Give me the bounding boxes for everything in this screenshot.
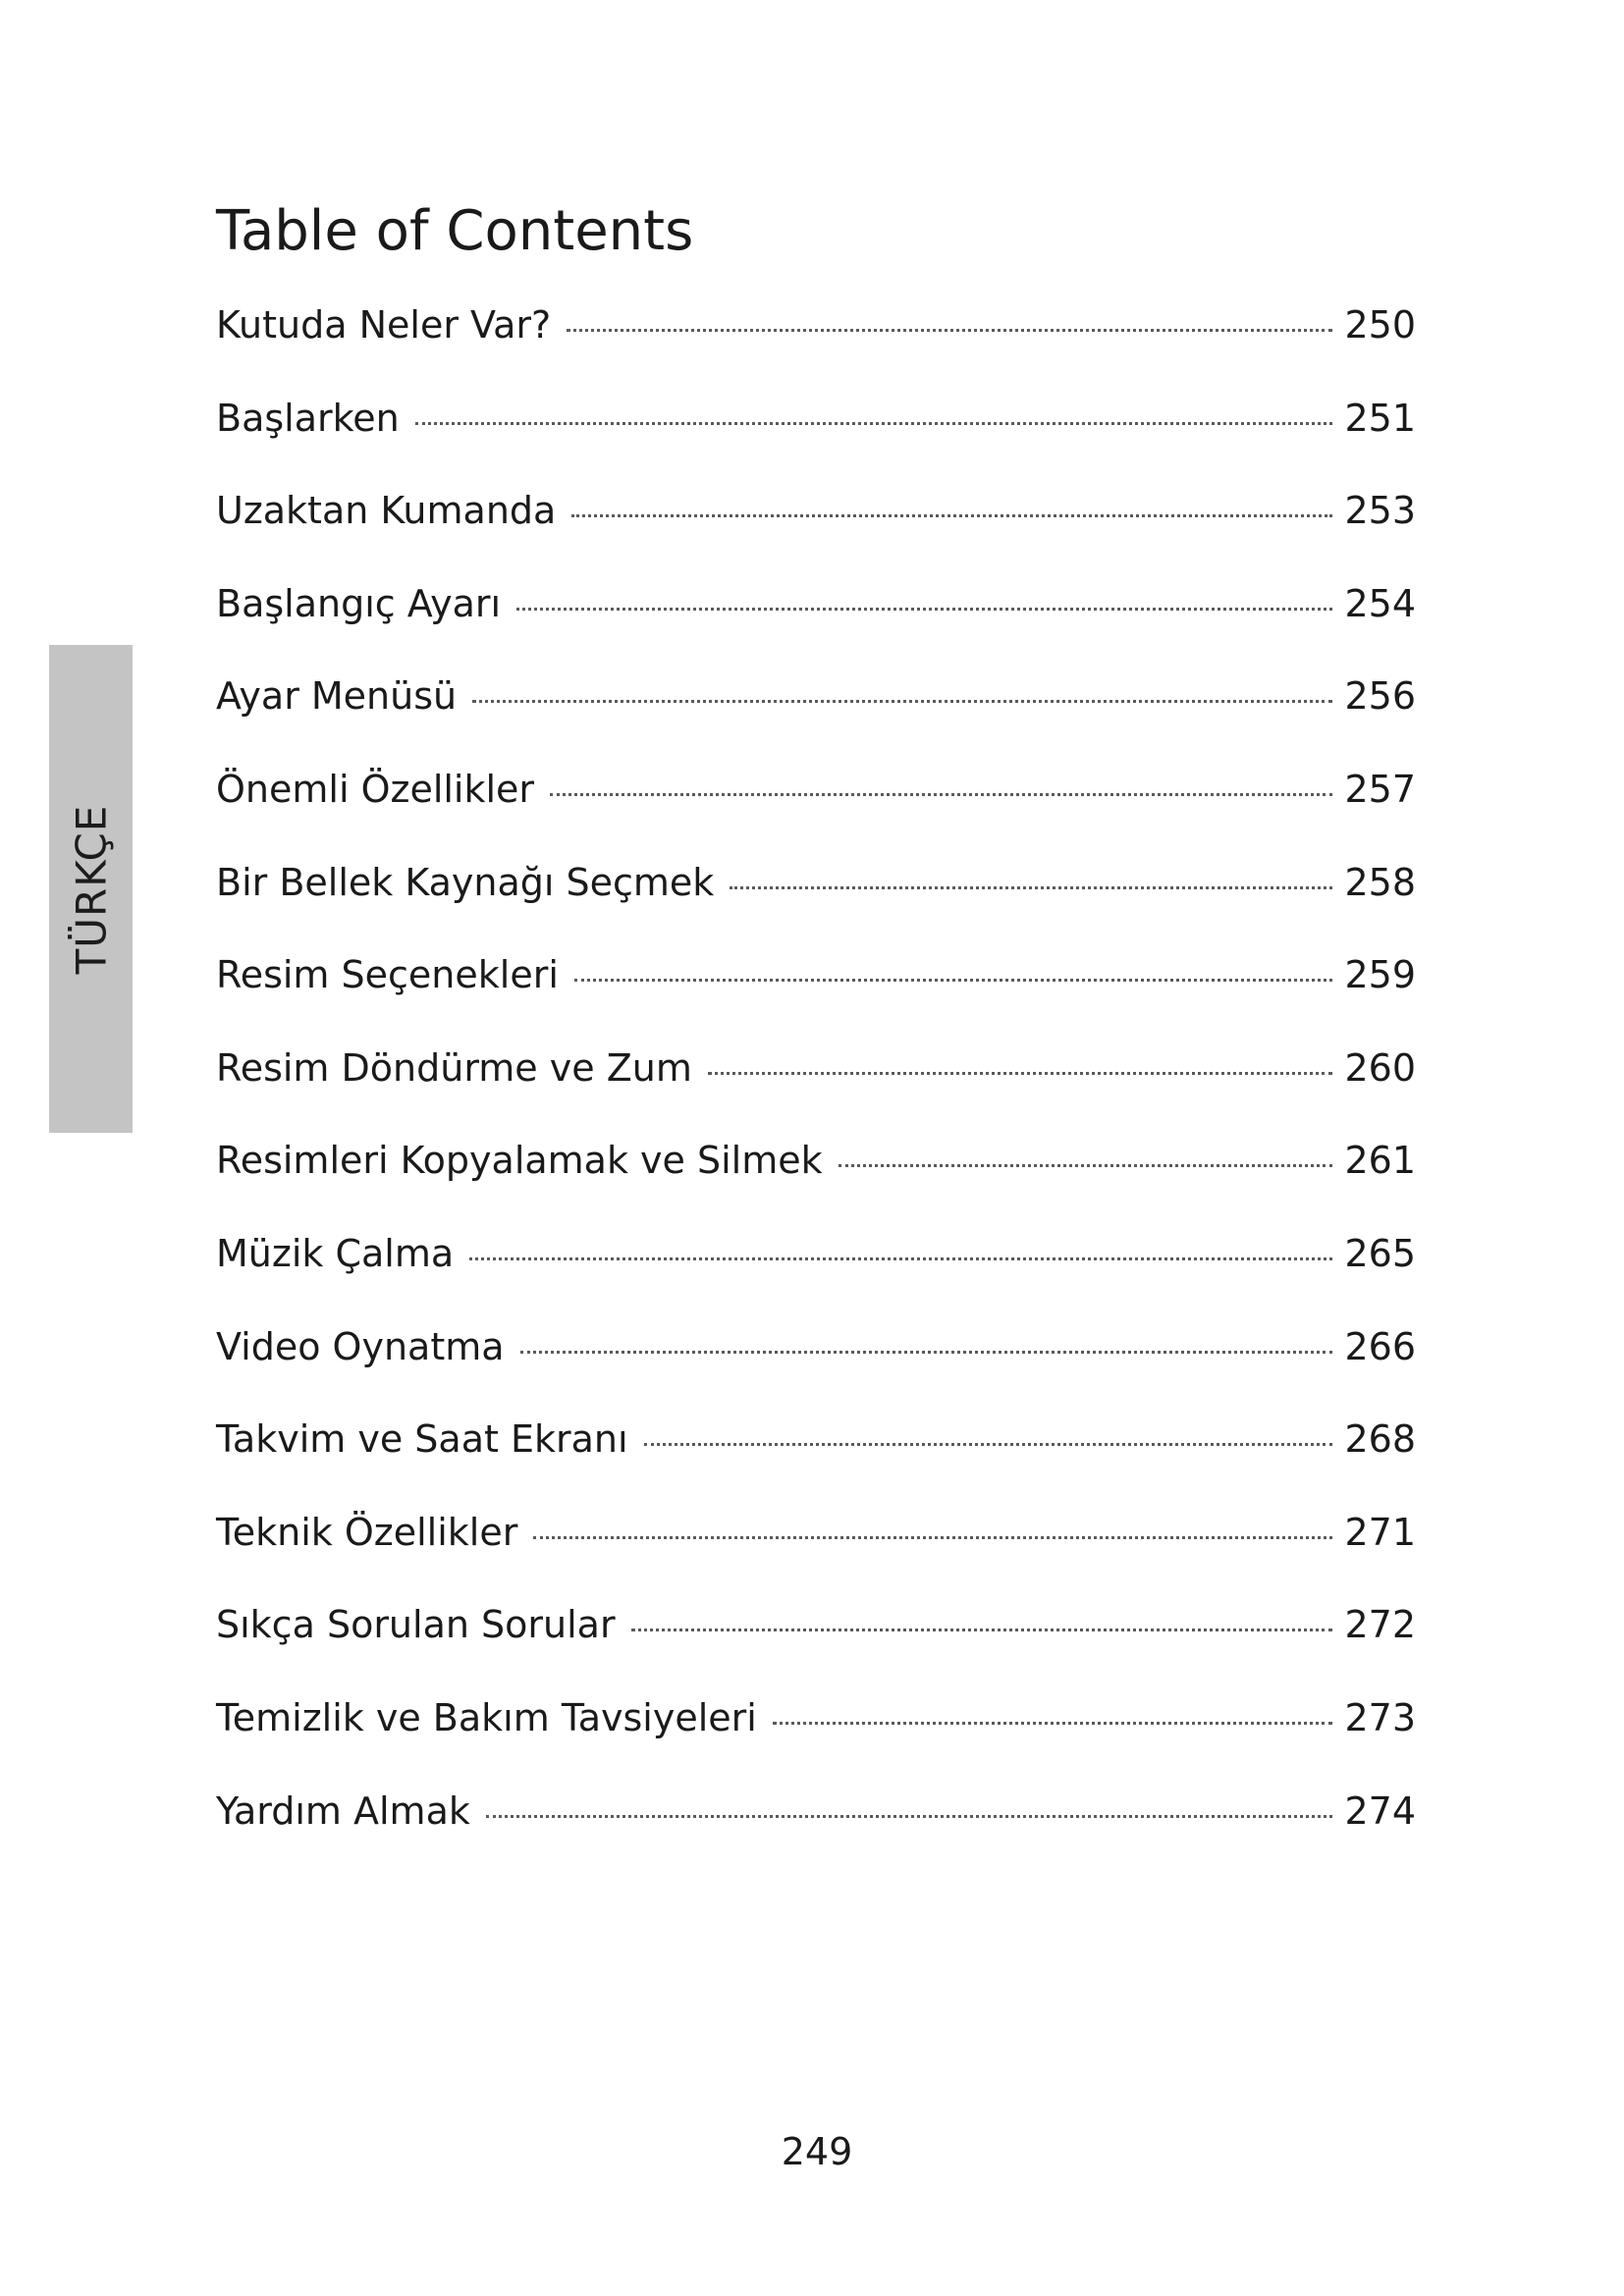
toc-entry[interactable] [216,1417,1416,1514]
toc-entry[interactable] [216,1139,1416,1235]
toc-entry-title: Uzaktan Kumanda [216,489,557,533]
toc-entry[interactable] [216,860,1416,957]
toc-entry-title: Bir Bellek Kaynağı Seçmek [216,860,715,904]
toc-dot-leader [533,1536,1332,1539]
toc-dot-leader [469,1257,1332,1260]
toc-entry-page: 256 [1344,674,1416,719]
toc-entry-page: 268 [1344,1417,1416,1462]
toc-dot-leader [839,1164,1333,1167]
toc-entry-title: Teknik Özellikler [216,1510,518,1554]
toc-entry-title: Sıkça Sorulan Sorular [216,1603,616,1647]
toc-entry-title: Önemli Özellikler [216,767,535,811]
toc-entry-page: 274 [1344,1789,1416,1833]
toc-entry-page: 272 [1344,1603,1416,1647]
toc-entry-title: Video Oynatma [216,1324,505,1368]
toc-dot-leader [574,979,1333,982]
toc-entry-page: 251 [1344,396,1416,440]
toc-dot-leader [631,1629,1333,1631]
toc-dot-leader [730,886,1332,889]
toc-entry[interactable] [216,1695,1416,1792]
toc-entry[interactable] [216,1789,1416,1886]
toc-entry-page: 259 [1344,953,1416,997]
page-title: Table of Contents [216,199,694,263]
toc-entry-title: Müzik Çalma [216,1231,455,1275]
toc-entry-title: Kutuda Neler Var? [216,303,552,347]
toc-entry[interactable] [216,767,1416,864]
toc-entry-title: Yardım Almak [216,1789,470,1833]
toc-dot-leader [472,700,1332,703]
toc-entry-title: Ayar Menüsü [216,674,458,719]
toc-entry-title: Başlangıç Ayarı [216,581,502,625]
toc-entry-page: 265 [1344,1231,1416,1275]
toc-entry[interactable] [216,1045,1416,1143]
language-tab [49,645,133,1133]
toc-dot-leader [520,1351,1333,1354]
toc-entry-page: 266 [1344,1324,1416,1368]
toc-entry-page: 260 [1344,1045,1416,1090]
page-number: 249 [781,2130,853,2173]
toc-dot-leader [567,329,1332,332]
toc-entry-page: 261 [1344,1139,1416,1183]
toc-entry[interactable] [216,674,1416,771]
toc-entry-page: 257 [1344,767,1416,811]
toc-entry-title: Resim Döndürme ve Zum [216,1045,692,1090]
toc-entry[interactable] [216,396,1416,493]
toc-entry[interactable] [216,581,1416,678]
toc-entry[interactable] [216,953,1416,1049]
toc-entry[interactable] [216,1324,1416,1421]
toc-entry-page: 253 [1344,489,1416,533]
toc-dot-leader [415,422,1333,425]
toc-dot-leader [486,1815,1333,1818]
toc-dot-leader [516,608,1332,611]
toc-entry-page: 250 [1344,303,1416,347]
toc-entry[interactable] [216,303,1416,400]
toc-dot-leader [571,514,1332,517]
toc-dot-leader [550,793,1332,796]
toc-entry-title: Temizlik ve Bakım Tavsiyeleri [216,1695,757,1739]
toc-dot-leader [644,1443,1333,1446]
toc-entry-title: Resimleri Kopyalamak ve Silmek [216,1139,823,1183]
toc-entry-title: Başlarken [216,396,400,440]
toc-entry-page: 254 [1344,581,1416,625]
table-of-contents [216,303,1416,1885]
toc-entry[interactable] [216,1510,1416,1607]
toc-entry-page: 258 [1344,860,1416,904]
toc-dot-leader [708,1072,1333,1075]
toc-dot-leader [773,1722,1333,1725]
toc-entry-title: Resim Seçenekleri [216,953,559,997]
language-tab-label: TÜRKÇE [67,804,115,974]
toc-entry-title: Takvim ve Saat Ekranı [216,1417,628,1462]
toc-entry[interactable] [216,1231,1416,1328]
toc-entry[interactable] [216,1603,1416,1699]
toc-entry-page: 273 [1344,1695,1416,1739]
toc-entry-page: 271 [1344,1510,1416,1554]
toc-entry[interactable] [216,489,1416,585]
